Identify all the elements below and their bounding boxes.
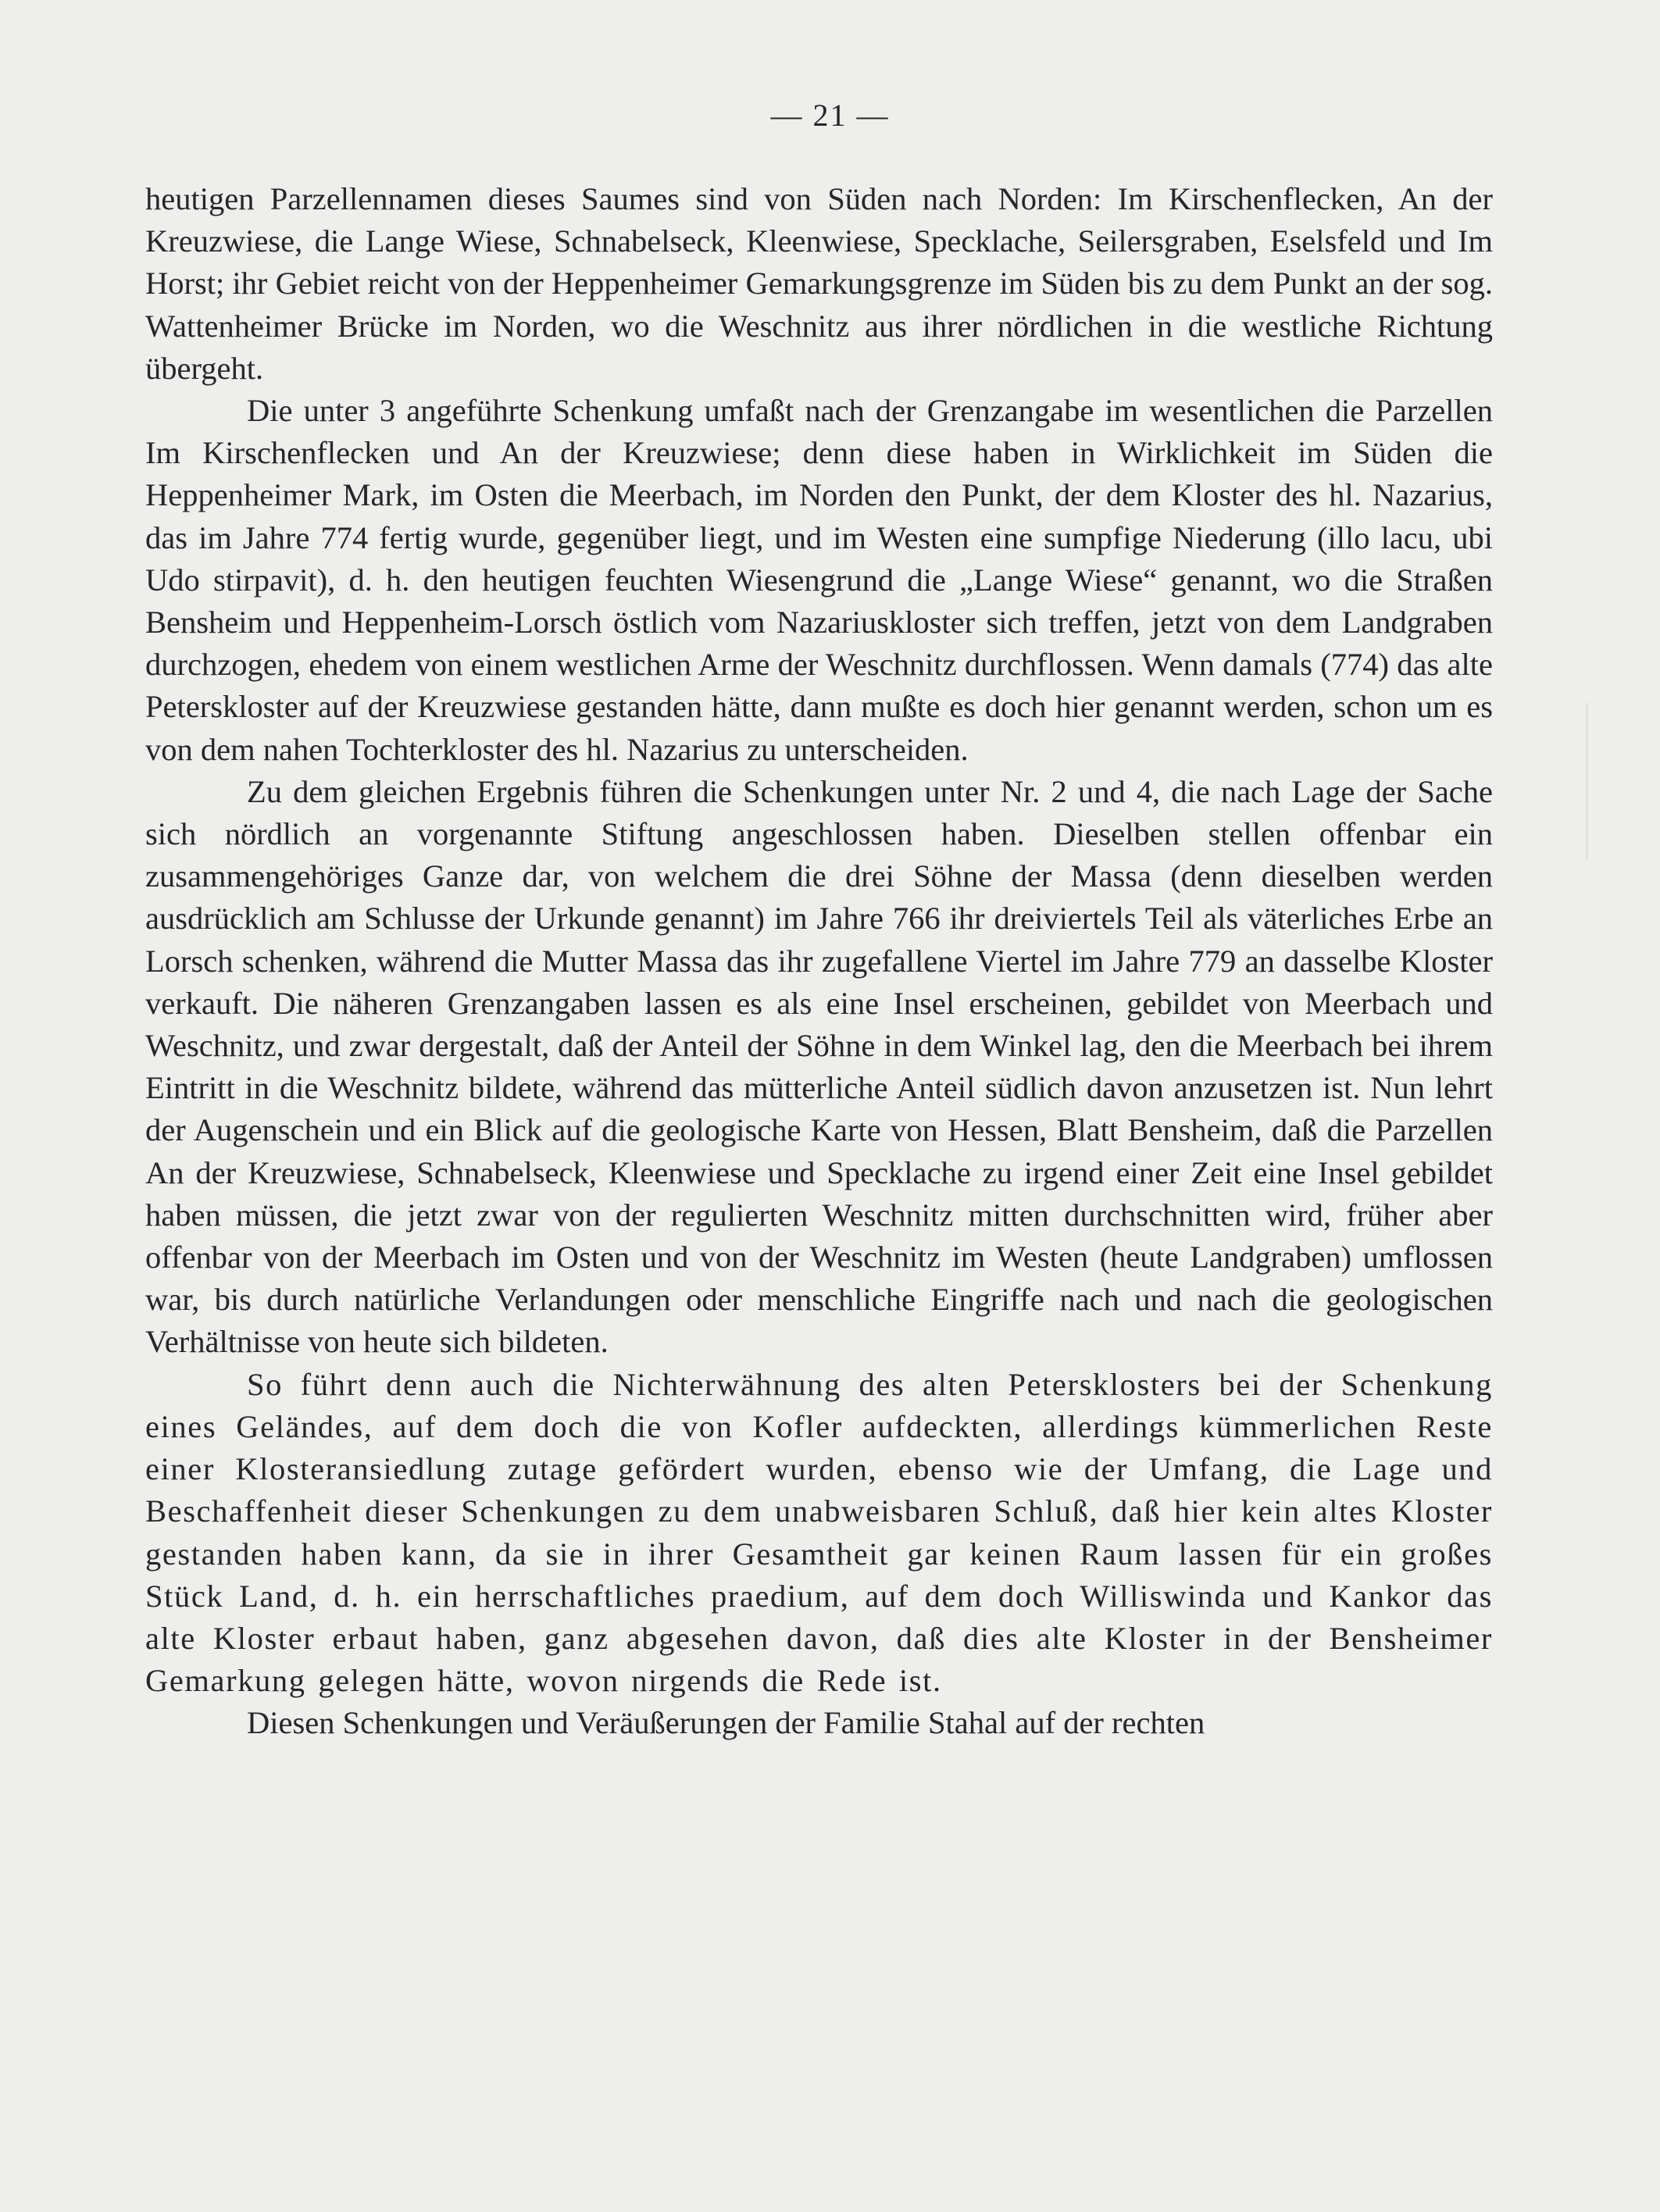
paragraph-1: heutigen Parzellennamen dieses Saumes sind von Süden nach Norden: Im Kirschenflecken, An der Kreuzwiese, die Lange Wiese, Schnabelseck, Kleenwiese, Specklache, Seilersgraben, Eselsfeld und Im Horst; ihr Gebiet reicht von der Heppenheimer Gemarkungsgrenze im Süden bis zu dem Punkt an der sog. Wattenheimer Brücke im Norden, wo die Weschnitz aus ihrer nördlichen in die westliche Richtung übergeht. <box>145 181 1493 386</box>
paragraph-5: Diesen Schenkungen und Veräußerungen der Familie Stahal auf der rechten <box>247 1705 1205 1741</box>
page-edge-shadow <box>1586 703 1588 859</box>
paragraph-2: Die unter 3 angeführte Schenkung umfaßt nach der Grenzangabe im wesentlichen die Parzellen Im Kirschenflecken und An der Kreuzwiese; denn diese haben in Wirklichkeit im Süden die Heppenheimer Mark, im Osten die Meerbach, im Norden den Punkt, der dem Kloster des hl. Nazarius, das im Jahre 774 fertig wurde, gegenüber liegt, und im Westen eine sumpfige Niederung (illo lacu, ubi Udo stirpavit), d. h. den heutigen feuchten Wiesengrund die „Lange Wiese“ genannt, wo die Straßen Bensheim und Heppenheim-Lorsch östlich vom Nazariuskloster sich treffen, jetzt von dem Landgraben durchzogen, ehedem von einem westlichen Arme der Weschnitz durchflossen. Wenn damals (774) das alte Peterskloster auf der Kreuzwiese gestanden hätte, dann mußte es doch hier genannt werden, schon um es von dem nahen Tochterkloster des hl. Nazarius zu unterscheiden. <box>145 393 1493 767</box>
paragraph-4: So führt denn auch die Nichterwähnung des alten Petersklosters bei der Schenkung eines Geländes, auf dem doch die von Kofler aufdeckten, allerdings kümmerlichen Reste einer Klosteransiedlung zutage gefördert wurden, ebenso wie der Umfang, die Lage und Beschaffenheit dieser Schenkungen zu dem unabweisbaren Schluß, daß hier kein altes Kloster gestanden haben kann, da sie in ihrer Gesamtheit gar keinen Raum lassen für ein großes Stück Land, d. h. ein herrschaftliches praedium, auf dem doch Williswinda und Kankor das alte Kloster erbaut haben, ganz abgesehen davon, daß dies alte Kloster in der Bensheimer Gemarkung gelegen hätte, wovon nirgends die Rede ist. <box>145 1366 1493 1699</box>
paragraph-3: Zu dem gleichen Ergebnis führen die Schenkungen unter Nr. 2 und 4, die nach Lage der Sache sich nördlich an vorgenannte Stiftung angeschlossen haben. Dieselben stellen offenbar ein zusammengehöriges Ganze dar, von welchem die drei Söhne der Massa (denn dieselben werden ausdrücklich am Schlusse der Urkunde genannt) im Jahre 766 ihr dreiviertels Teil als väterliches Erbe an Lorsch schenken, während die Mutter Massa das ihr zugefallene Viertel im Jahre 779 an dasselbe Kloster verkauft. Die näheren Grenzangaben lassen es als eine Insel erscheinen, gebildet von Meerbach und Weschnitz, und zwar dergestalt, daß der Anteil der Söhne in dem Winkel lag, den die Meerbach bei ihrem Eintritt in die Weschnitz bildete, während das mütterliche Anteil südlich davon anzusetzen ist. Nun lehrt der Augenschein und ein Blick auf die geologische Karte von Hessen, Blatt Bensheim, daß die Parzellen An der Kreuzwiese, Schnabelseck, Kleenwiese und Specklache zu irgend einer Zeit eine Insel gebildet haben müssen, die jetzt zwar von der regulierten Weschnitz mitten durchschnitten wird, früher aber offenbar von der Meerbach im Osten und von der Weschnitz im Westen (heute Landgraben) umflossen war, bis durch natürliche Verlandungen oder menschliche Eingriffe nach und nach die geologischen Verhältnisse von heute sich bildeten. <box>145 773 1493 1360</box>
page-number: — 21 — <box>770 98 890 133</box>
body-text <box>145 178 1493 1745</box>
